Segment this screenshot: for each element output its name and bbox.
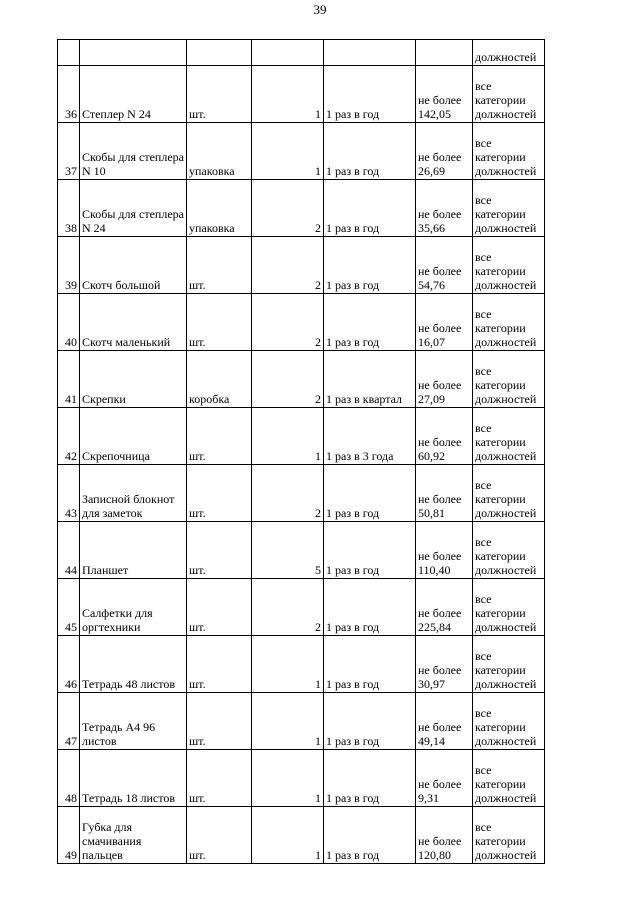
cell-number: 42 <box>58 408 80 465</box>
cell-quantity <box>252 40 324 66</box>
cell-category: все категории должностей <box>473 180 545 237</box>
cell-category: все категории должностей <box>473 408 545 465</box>
cell-price <box>416 40 473 66</box>
cell-name: Салфетки для оргтехники <box>80 579 187 636</box>
cell-quantity: 1 <box>252 750 324 807</box>
cell-quantity: 1 <box>252 66 324 123</box>
cell-quantity: 1 <box>252 123 324 180</box>
cell-frequency: 1 раз в квартал <box>324 351 416 408</box>
cell-frequency: 1 раз в год <box>324 294 416 351</box>
cell-price: не более 50,81 <box>416 465 473 522</box>
cell-category: все категории должностей <box>473 636 545 693</box>
cell-category: все категории должностей <box>473 579 545 636</box>
cell-unit: шт. <box>187 579 252 636</box>
cell-frequency: 1 раз в год <box>324 750 416 807</box>
supplies-table <box>57 39 545 864</box>
table-row <box>58 237 545 294</box>
cell-category: все категории должностей <box>473 522 545 579</box>
cell-unit <box>187 40 252 66</box>
cell-number: 37 <box>58 123 80 180</box>
cell-unit: шт. <box>187 522 252 579</box>
cell-quantity: 2 <box>252 351 324 408</box>
table-row <box>58 807 545 864</box>
cell-quantity: 2 <box>252 294 324 351</box>
cell-quantity: 2 <box>252 579 324 636</box>
cell-name: Тетрадь А4 96 листов <box>80 693 187 750</box>
table-row <box>58 465 545 522</box>
cell-frequency: 1 раз в год <box>324 465 416 522</box>
cell-price: не более 9,31 <box>416 750 473 807</box>
cell-category: все категории должностей <box>473 294 545 351</box>
cell-price: не более 26,69 <box>416 123 473 180</box>
cell-number: 46 <box>58 636 80 693</box>
table-row <box>58 693 545 750</box>
cell-number: 48 <box>58 750 80 807</box>
cell-frequency: 1 раз в год <box>324 237 416 294</box>
cell-number: 38 <box>58 180 80 237</box>
cell-name: Степлер N 24 <box>80 66 187 123</box>
cell-frequency: 1 раз в год <box>324 693 416 750</box>
cell-quantity: 5 <box>252 522 324 579</box>
table-row-continuation <box>58 40 545 66</box>
cell-quantity: 2 <box>252 237 324 294</box>
table-row <box>58 351 545 408</box>
cell-price: не более 60,92 <box>416 408 473 465</box>
cell-name: Скобы для степлера N 24 <box>80 180 187 237</box>
cell-frequency: 1 раз в год <box>324 66 416 123</box>
cell-number: 39 <box>58 237 80 294</box>
cell-frequency <box>324 40 416 66</box>
cell-price: не более 49,14 <box>416 693 473 750</box>
cell-unit: шт. <box>187 750 252 807</box>
cell-name: Скобы для степлера N 10 <box>80 123 187 180</box>
table-row <box>58 579 545 636</box>
cell-unit: шт. <box>187 636 252 693</box>
cell-category: все категории должностей <box>473 465 545 522</box>
table-row <box>58 750 545 807</box>
cell-name: Планшет <box>80 522 187 579</box>
table-row <box>58 66 545 123</box>
cell-name: Тетрадь 48 листов <box>80 636 187 693</box>
page-number: 39 <box>313 2 327 17</box>
cell-frequency: 1 раз в год <box>324 123 416 180</box>
cell-number: 45 <box>58 579 80 636</box>
cell-category: все категории должностей <box>473 351 545 408</box>
cell-unit: шт. <box>187 807 252 864</box>
cell-unit: шт. <box>187 294 252 351</box>
cell-category: все категории должностей <box>473 123 545 180</box>
cell-price: не более 142,05 <box>416 66 473 123</box>
table-row <box>58 522 545 579</box>
cell-quantity: 1 <box>252 636 324 693</box>
table-row <box>58 180 545 237</box>
cell-category: все категории должностей <box>473 750 545 807</box>
cell-price: не более 120,80 <box>416 807 473 864</box>
cell-number <box>58 40 80 66</box>
cell-category: должностей <box>473 40 545 66</box>
cell-frequency: 1 раз в год <box>324 636 416 693</box>
cell-unit: упаковка <box>187 123 252 180</box>
cell-unit: шт. <box>187 408 252 465</box>
cell-quantity: 2 <box>252 180 324 237</box>
cell-number: 47 <box>58 693 80 750</box>
table-row <box>58 636 545 693</box>
cell-price: не более 110,40 <box>416 522 473 579</box>
table-row <box>58 123 545 180</box>
cell-frequency: 1 раз в 3 года <box>324 408 416 465</box>
cell-name: Записной блокнот для заметок <box>80 465 187 522</box>
cell-category: все категории должностей <box>473 66 545 123</box>
cell-unit: коробка <box>187 351 252 408</box>
cell-name: Тетрадь 18 листов <box>80 750 187 807</box>
cell-quantity: 1 <box>252 693 324 750</box>
cell-name: Скотч большой <box>80 237 187 294</box>
cell-category: все категории должностей <box>473 807 545 864</box>
cell-name <box>80 40 187 66</box>
cell-name: Скрепки <box>80 351 187 408</box>
cell-price: не более 35,66 <box>416 180 473 237</box>
table-body <box>58 40 545 864</box>
cell-quantity: 1 <box>252 807 324 864</box>
cell-frequency: 1 раз в год <box>324 180 416 237</box>
cell-category: все категории должностей <box>473 693 545 750</box>
table-row <box>58 408 545 465</box>
cell-name: Губка для смачивания пальцев <box>80 807 187 864</box>
cell-number: 41 <box>58 351 80 408</box>
cell-price: не более 16,07 <box>416 294 473 351</box>
cell-quantity: 1 <box>252 408 324 465</box>
table-row <box>58 294 545 351</box>
cell-name: Скотч маленький <box>80 294 187 351</box>
cell-frequency: 1 раз в год <box>324 579 416 636</box>
cell-price: не более 30,97 <box>416 636 473 693</box>
cell-number: 43 <box>58 465 80 522</box>
cell-number: 49 <box>58 807 80 864</box>
cell-price: не более 27,09 <box>416 351 473 408</box>
cell-unit: шт. <box>187 693 252 750</box>
cell-price: не более 225,84 <box>416 579 473 636</box>
cell-number: 44 <box>58 522 80 579</box>
cell-unit: упаковка <box>187 180 252 237</box>
cell-unit: шт. <box>187 66 252 123</box>
cell-quantity: 2 <box>252 465 324 522</box>
cell-category: все категории должностей <box>473 237 545 294</box>
cell-name: Скрепочница <box>80 408 187 465</box>
cell-unit: шт. <box>187 465 252 522</box>
cell-frequency: 1 раз в год <box>324 807 416 864</box>
cell-unit: шт. <box>187 237 252 294</box>
cell-frequency: 1 раз в год <box>324 522 416 579</box>
cell-price: не более 54,76 <box>416 237 473 294</box>
cell-number: 36 <box>58 66 80 123</box>
cell-number: 40 <box>58 294 80 351</box>
